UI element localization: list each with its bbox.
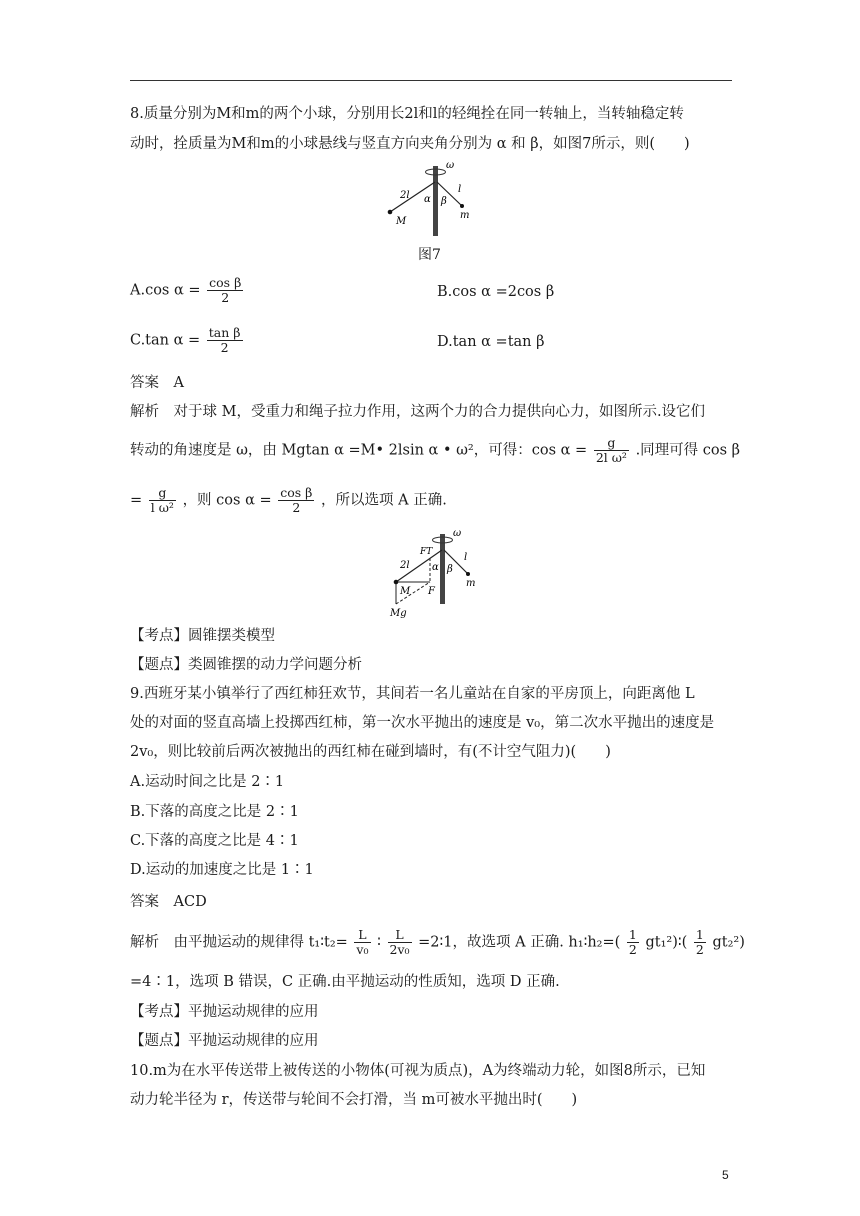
q8-option-b: B.cos α =2cos β <box>437 284 555 300</box>
omega-label: ω <box>446 160 455 171</box>
mass-M-label: M <box>396 216 407 227</box>
mass-m-label: m <box>460 210 470 221</box>
header-rule <box>130 80 732 81</box>
q8-analysis-line2: 转动的角速度是 ω，由 Mgtan α =M• 2lsin α • ω²，可得：cos α = $\frac{g}{\text{2l ω²}}$ .同理可得 cos β <box>130 435 741 465</box>
q9-stem-line1: 9.西班牙某小镇举行了西红柿狂欢节，其间若一名儿童站在自家的平房顶上，向距离他 L <box>130 686 695 702</box>
figure-7 <box>380 158 490 238</box>
q9-option-b: B.下落的高度之比是 2∶1 <box>130 804 299 820</box>
q9-answer: 答案 ACD <box>130 894 207 910</box>
length-2l-label: 2l <box>400 190 410 201</box>
q8-option-c: C.tan α = $\frac{\text{tan β}}{2}$ <box>130 325 241 355</box>
ball-m <box>460 204 464 208</box>
q9-analysis-line2: =4∶1，选项 B 错误，C 正确.由平抛运动的性质知，选项 D 正确. <box>130 974 560 990</box>
q8-answer: 答案 A <box>130 375 184 391</box>
q9-option-d: D.运动的加速度之比是 1∶1 <box>130 862 314 878</box>
length-l-label: l <box>464 552 468 563</box>
q10-stem-line2: 动力轮半径为 r，传送带与轮间不会打滑，当 m可被水平抛出时( ) <box>130 1092 578 1108</box>
gravity-label: Mg <box>390 608 407 619</box>
q9-option-a: A.运动时间之比是 2∶1 <box>130 774 285 790</box>
beta-label: β <box>447 564 453 575</box>
q8-option-a: A.cos α = $\frac{\text{cos β}}{2}$ <box>130 275 242 305</box>
figure-7-caption: 图7 <box>418 247 441 263</box>
q9-tidian: 【题点】平抛运动规律的应用 <box>130 1033 319 1049</box>
q8-stem-line2: 动时，拴质量为M和m的小球悬线与竖直方向夹角分别为 α 和 β，如图7所示，则( ) <box>130 136 690 152</box>
q9-stem-line2: 处的对面的竖直高墙上投掷西红柿，第一次水平抛出的速度是 v₀，第二次水平抛出的速度是 <box>130 715 715 731</box>
q8-kaodian: 【考点】圆锥摆类模型 <box>130 628 275 644</box>
ball-M <box>394 580 399 585</box>
force-diagram <box>382 526 492 622</box>
q9-stem-line3: 2v₀，则比较前后两次被抛出的西红柿在碰到墙时，有(不计空气阻力)( ) <box>130 744 611 760</box>
omega-label: ω <box>453 528 462 539</box>
beta-label: β <box>441 196 447 207</box>
q8-stem-line1: 8.质量分别为M和m的两个小球，分别用长2l和l的轻绳拴在同一转轴上，当转轴稳定转 <box>130 106 684 122</box>
q8-tidian: 【题点】类圆锥摆的动力学问题分析 <box>130 657 362 673</box>
alpha-label: α <box>432 562 439 573</box>
alpha-label: α <box>424 194 431 205</box>
length-l-label: l <box>458 184 462 195</box>
ball-M <box>388 210 393 215</box>
ball-m <box>466 572 470 576</box>
length-2l-label: 2l <box>400 560 410 571</box>
mass-M-label: M <box>400 586 411 597</box>
mass-m-label: m <box>466 578 476 589</box>
q9-option-c: C.下落的高度之比是 4∶1 <box>130 833 299 849</box>
page-number: 5 <box>722 1168 729 1182</box>
tension-label: FT <box>420 547 433 557</box>
q9-analysis-line1: 解析 由平抛运动的规律得 t₁∶t₂= $\frac{L}{\text{v₀}}$ ∶ $\frac{L}{\text{2v₀}}$ =2∶1，故选项 A 正确. h₁∶h₂=( $\frac{1}{2}$ gt₁²)∶( $\frac{1}{2}$ gt₂²) <box>130 927 745 957</box>
force-F-label: F <box>428 586 435 597</box>
q8-analysis-line3: = $\frac{g}{\text{l ω²}}$ ，则 cos α = $\frac{\text{cos β}}{2}$ ，所以选项 A 正确. <box>130 485 447 515</box>
q8-analysis-line1: 解析 对于球 M，受重力和绳子拉力作用，这两个力的合力提供向心力，如图所示.设它们 <box>130 404 706 420</box>
q9-kaodian: 【考点】平抛运动规律的应用 <box>130 1004 319 1020</box>
q10-stem-line1: 10.m为在水平传送带上被传送的小物体(可视为质点)，A为终端动力轮，如图8所示，已知 <box>130 1063 706 1079</box>
rotation-axis <box>440 534 445 604</box>
q8-option-d: D.tan α =tan β <box>437 334 545 350</box>
rotation-axis <box>433 166 438 236</box>
